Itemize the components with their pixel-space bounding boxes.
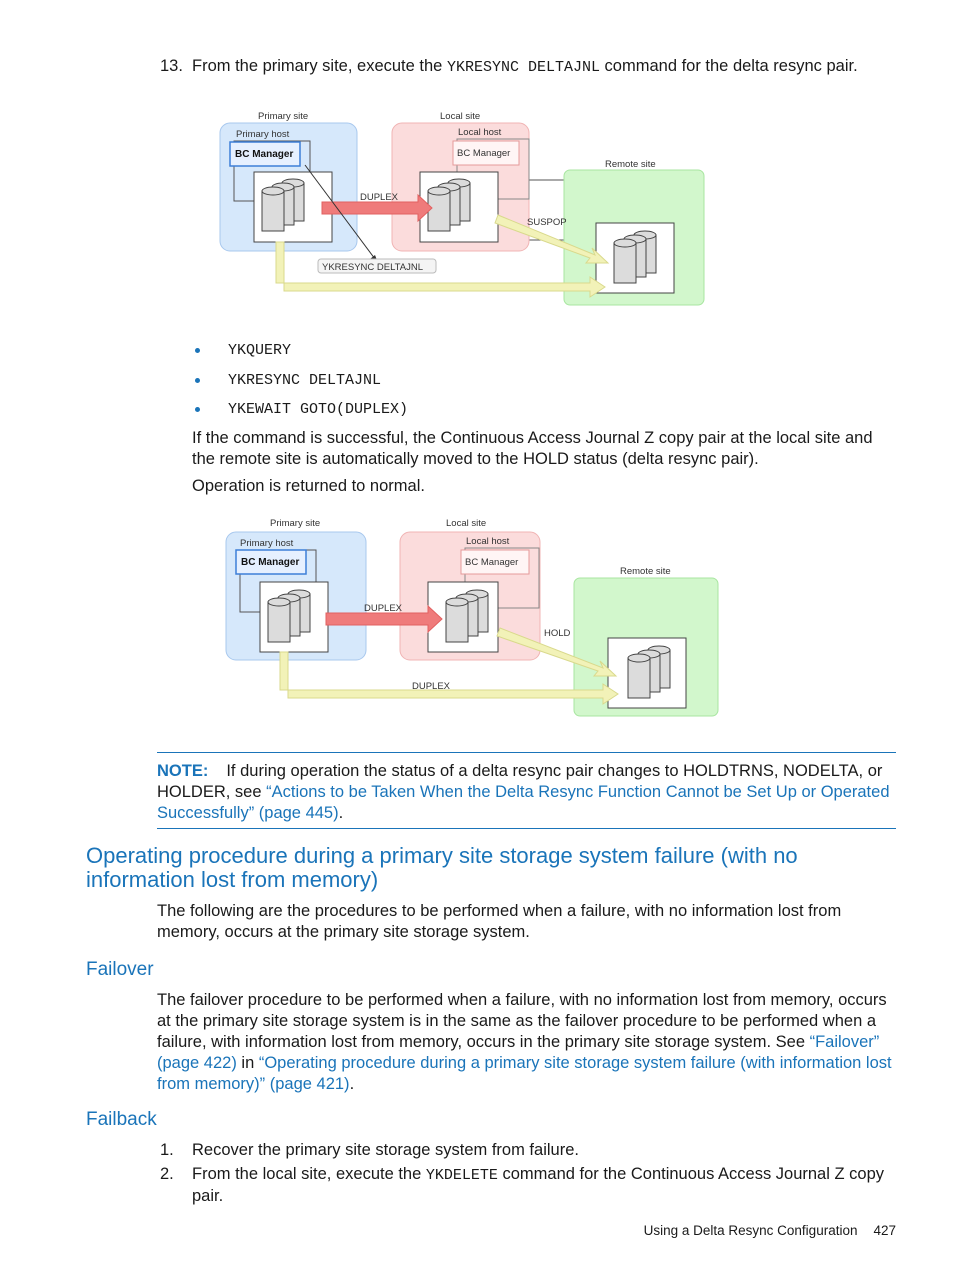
remote-site-label: Remote site — [605, 159, 656, 170]
local-site-label: Local site — [440, 111, 481, 122]
failover-end: . — [349, 1075, 355, 1093]
failover-link[interactable]: “Failover” (page 422) — [157, 1033, 880, 1072]
bc-manager-primary-label: BC Manager — [241, 557, 300, 568]
failback-heading: Failback — [86, 1109, 157, 1130]
bullet-2 — [195, 378, 200, 383]
primary-host-label: Primary host — [240, 538, 294, 549]
diagram-operation-normal — [218, 512, 728, 722]
failback-step-1-number: 1. — [160, 1141, 174, 1159]
suspop-label: SUSPOP — [527, 217, 567, 228]
bullet-3 — [195, 407, 200, 412]
step-13-text — [192, 56, 858, 78]
command-ykewait: YKEWAIT GOTO(DUPLEX) — [228, 401, 409, 418]
local-host-label: Local host — [458, 127, 502, 138]
page-footer — [600, 1223, 896, 1238]
failback-step-2-before: From the local site, execute the — [192, 1165, 426, 1183]
note-link[interactable]: “Actions to be Taken When the Delta Resync Function Cannot be Set Up or Operated Successfully” (page 445) — [157, 783, 890, 822]
step-13-text-after: command for the delta resync pair. — [599, 57, 858, 75]
note-top-rule — [157, 752, 896, 753]
command-ykresync-deltajnl: YKRESYNC DELTAJNL — [228, 372, 382, 389]
step-number: 13. — [160, 57, 183, 75]
ykresync-deltajnl-label: YKRESYNC DELTAJNL — [322, 262, 424, 273]
section-intro: The following are the procedures to be performed when a failure, with no information lost from memory, occurs at the primary site storage system. — [157, 902, 842, 941]
local-host-label: Local host — [466, 536, 510, 547]
failover-text: The failover procedure to be performed when a failure, with no information lost from memory, occurs at the primary site storage system is in the same as the failover procedure to be performed when a failure, with information lost from memory, occurs in the primary site storage system. See — [157, 991, 887, 1051]
bc-manager-local-label: BC Manager — [457, 148, 511, 159]
primary-host-label: Primary host — [236, 129, 290, 140]
bc-manager-primary-label: BC Manager — [235, 149, 294, 160]
command-ykdelete: YKDELETE — [425, 1167, 498, 1184]
command-ykquery: YKQUERY — [228, 342, 292, 359]
footer-title: Using a Delta Resync Configuration — [643, 1223, 858, 1238]
failback-step-2-after: command for the Continuous Access Journal Z copy pair. — [192, 1165, 884, 1205]
step-13-text-before: From the primary site, execute the — [192, 57, 447, 75]
page-number: 427 — [873, 1223, 896, 1238]
command-ykresync: YKRESYNC DELTAJNL — [446, 59, 600, 76]
diagram-resync-deltajnl — [210, 105, 710, 315]
result-paragraph: If the command is successful, the Continuous Access Journal Z copy pair at the local site and the remote site is automatically moved to the HOLD status (delta resync pair). — [192, 429, 873, 468]
failover-heading: Failover — [86, 959, 154, 980]
failback-step-2 — [192, 1164, 892, 1207]
duplex-top-label: DUPLEX — [364, 603, 403, 614]
section-heading: Operating procedure during a primary site storage system failure (with no information lost from memory) — [86, 843, 798, 892]
local-site-label: Local site — [446, 518, 487, 529]
primary-site-label: Primary site — [258, 111, 309, 122]
note-block — [157, 761, 894, 824]
note-label: NOTE: — [157, 762, 209, 780]
note-text: If during operation the status of a delta resync pair changes to HOLDTRNS, NODELTA, or HOLDER, see — [157, 762, 883, 801]
operating-procedure-link[interactable]: “Operating procedure during a primary site storage system failure (with information lost from memory)” (page 421) — [157, 1054, 892, 1093]
duplex-bottom-label: DUPLEX — [412, 681, 451, 692]
note-end: . — [338, 804, 344, 822]
primary-site-label: Primary site — [270, 518, 321, 529]
failback-step-2-number: 2. — [160, 1165, 174, 1183]
failover-paragraph — [157, 990, 897, 1095]
duplex-label: DUPLEX — [360, 192, 399, 203]
hold-label: HOLD — [544, 628, 571, 639]
note-bottom-rule — [157, 828, 896, 829]
bullet-1 — [195, 348, 200, 353]
bc-manager-local-label: BC Manager — [465, 557, 519, 568]
failover-in: in — [236, 1054, 259, 1072]
remote-site-label: Remote site — [620, 566, 671, 577]
normal-paragraph: Operation is returned to normal. — [192, 477, 425, 495]
failback-step-1: Recover the primary site storage system from failure. — [192, 1141, 579, 1159]
